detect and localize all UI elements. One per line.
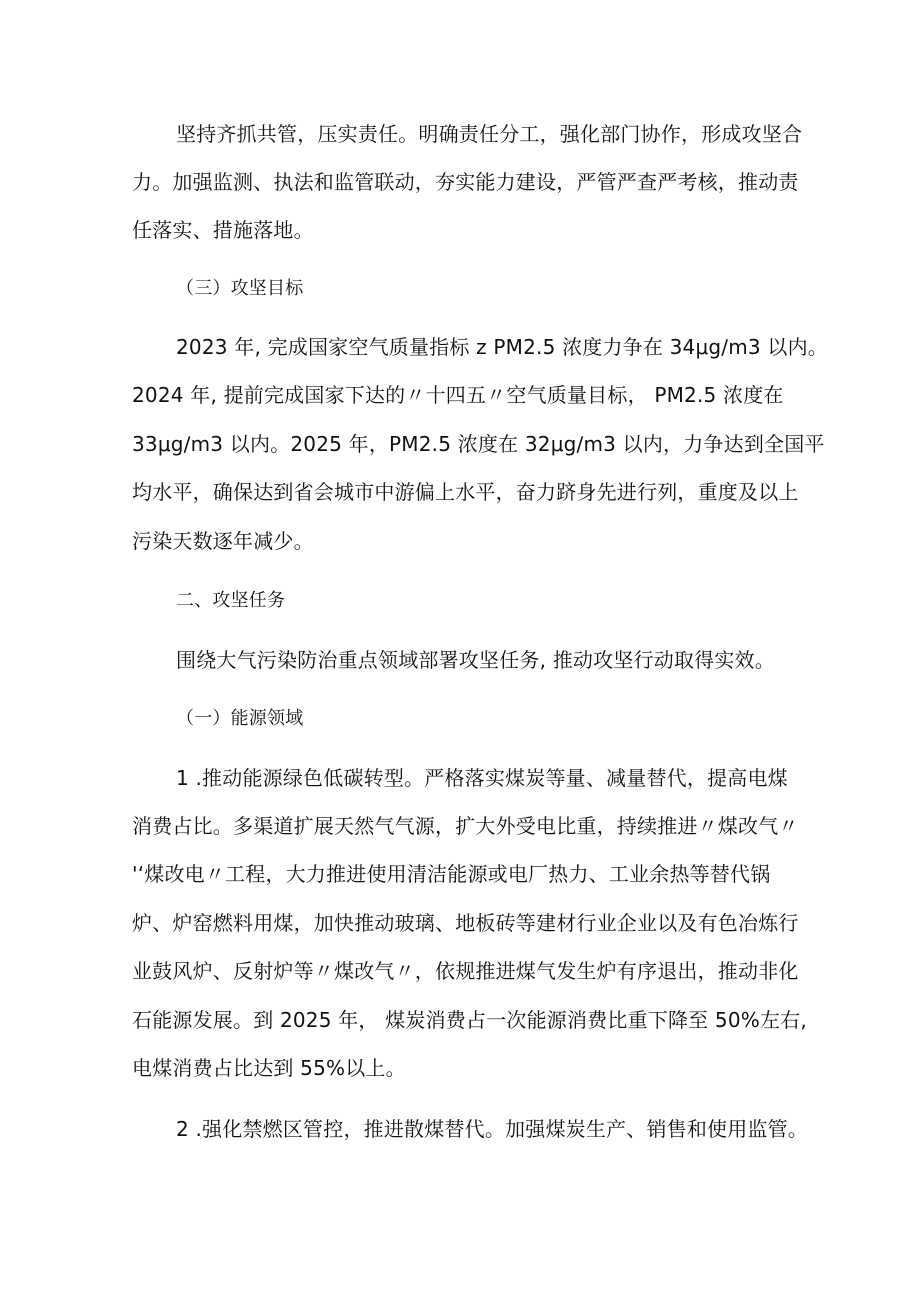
paragraph-5-line-1: 2 .强化禁燃区管控，推进散煤替代。加强煤炭生产、销售和使用监管。 xyxy=(176,1117,809,1141)
paragraph-4-line-2: 消费占比。多渠道扩展天然气气源，扩大外受电比重，持续推进〃煤改气〃 xyxy=(132,814,799,838)
paragraph-1-line-3: 任落实、措施落地。 xyxy=(132,218,314,242)
paragraph-2-line-4: 均水平，确保达到省会城市中游偏上水平，奋力跻身先进行列，重度及以上 xyxy=(132,480,799,504)
paragraph-2-line-1: 2023 年, 完成国家空气质量指标 z PM2.5 浓度力争在 34μg∕m3 以内。 xyxy=(176,335,828,359)
paragraph-1-line-1: 坚持齐抓共管，压实责任。明确责任分工，强化部门协作，形成攻坚合 xyxy=(176,122,803,146)
section-heading-energy: （一）能源领域 xyxy=(176,708,304,729)
paragraph-4-line-7: 电煤消费占比达到 55%以上。 xyxy=(132,1056,406,1080)
paragraph-4-line-4: 炉、炉窑燃料用煤，加快推动玻璃、地板砖等建材行业企业以及有色冶炼行 xyxy=(132,911,799,935)
paragraph-2-line-3: 33μg∕m3 以内。2025 年，PM2.5 浓度在 32μg∕m3 以内，力争达到全国平 xyxy=(132,432,825,456)
paragraph-4-line-1: 1 .推动能源绿色低碳转型。严格落实煤炭等量、减量替代，提高电煤 xyxy=(176,766,788,790)
paragraph-4-line-6: 石能源发展。到 2025 年， 煤炭消费占一次能源消费比重下降至 50%左右, xyxy=(132,1008,807,1032)
paragraph-2-line-2: 2024 年, 提前完成国家下达的〃十四五〃空气质量目标， PM2.5 浓度在 xyxy=(132,383,784,407)
paragraph-1-line-2: 力。加强监测、执法和监管联动，夯实能力建设，严管严查严考核，推动责 xyxy=(132,170,799,194)
paragraph-2-line-5: 污染天数逐年减少。 xyxy=(132,529,314,553)
paragraph-4-line-5: 业鼓风炉、反射炉等〃煤改气〃，依规推进煤气发生炉有序退出，推动非化 xyxy=(132,959,799,983)
paragraph-4-line-3: '‘煤改电〃工程，大力推进使用清洁能源或电厂热力、工业余热等替代锅 xyxy=(132,862,771,886)
section-heading-goals: （三）攻坚目标 xyxy=(176,278,304,299)
section-heading-tasks: 二、攻坚任务 xyxy=(176,590,286,611)
paragraph-3-line-1: 围绕大气污染防治重点领域部署攻坚任务, 推动攻坚行动取得实效。 xyxy=(176,648,775,672)
